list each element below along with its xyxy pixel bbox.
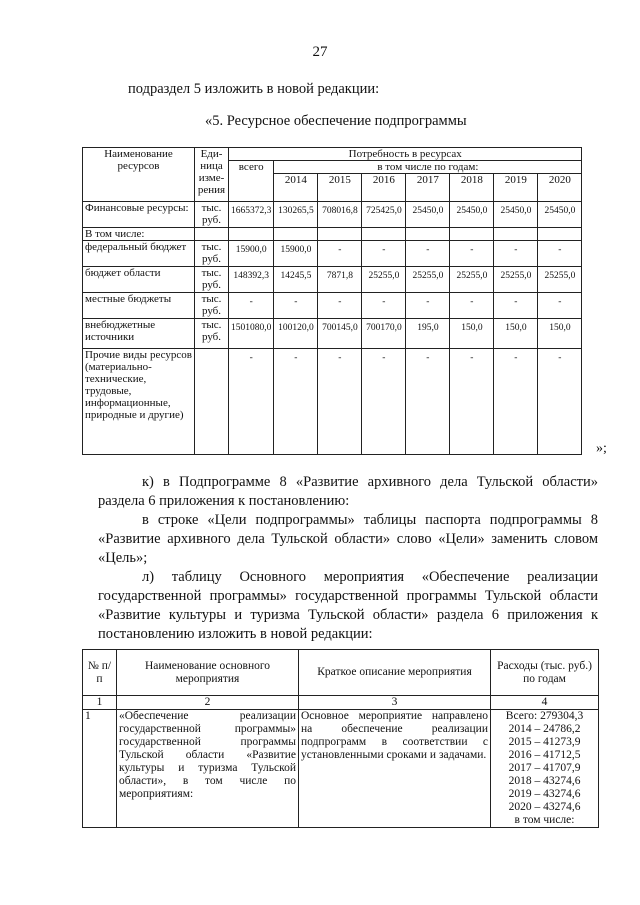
- resources-row-value: -: [538, 293, 582, 319]
- resources-row-value: -: [494, 349, 538, 455]
- resources-row-value: -: [406, 349, 450, 455]
- expense-year: 2017 – 41707,9: [508, 762, 581, 774]
- resources-row-value: 25450,0: [494, 202, 538, 228]
- resources-row-value: 100120,0: [274, 319, 318, 349]
- events-row-desc: Основное мероприятие направлено на обеспечение реализации подпрограмм в соответствии с установленными сроками и задачами.: [299, 710, 491, 828]
- resources-header-unit: Еди-ница изме-рения: [195, 148, 229, 202]
- resources-row-value: 25450,0: [450, 202, 494, 228]
- resources-row-value: 25255,0: [450, 267, 494, 293]
- resources-row-total: 148392,3: [229, 267, 274, 293]
- resources-row-value: -: [538, 241, 582, 267]
- resources-row-total: -: [229, 293, 274, 319]
- resources-year-header: 2018: [450, 174, 494, 202]
- resources-row-value: -: [274, 349, 318, 455]
- resources-year-header: 2016: [362, 174, 406, 202]
- resources-row-value: 150,0: [494, 319, 538, 349]
- resources-row-value: 195,0: [406, 319, 450, 349]
- resources-row-value: 15900,0: [274, 241, 318, 267]
- resources-row-value: 150,0: [450, 319, 494, 349]
- paragraph-k: к) в Подпрограмме 8 «Развитие архивного дела Тульской области» раздела 6 приложения к постановлению:: [98, 474, 598, 509]
- resources-row-value: -: [362, 293, 406, 319]
- expense-year: 2014 – 24786,2: [508, 723, 581, 735]
- resources-row-value: 725425,0: [362, 202, 406, 228]
- resources-row-name: Финансовые ресурсы:: [83, 202, 195, 228]
- resources-row-value: -: [318, 349, 362, 455]
- resources-row: [83, 319, 582, 349]
- resources-row-value: 150,0: [538, 319, 582, 349]
- resources-row-value: 25255,0: [406, 267, 450, 293]
- events-row-name: «Обеспечение реализации государственной программы» государственной программы Тульской области «Развитие культуры и туризма Тульской области», в том числе по мероприятиям:: [117, 710, 299, 828]
- resources-header-total: всего: [229, 161, 274, 202]
- resources-row-name: местные бюджеты: [83, 293, 195, 319]
- events-table: [82, 649, 599, 828]
- resources-row-value: 7871,8: [318, 267, 362, 293]
- resources-row: [83, 267, 582, 293]
- events-colnum: 1: [83, 696, 117, 710]
- page-number: 27: [312, 44, 328, 60]
- events-row-expenses: [491, 710, 599, 828]
- resources-row-total: -: [229, 349, 274, 455]
- resources-row-value: 25255,0: [362, 267, 406, 293]
- resources-year-header: 2020: [538, 174, 582, 202]
- resources-header-name: Наименование ресурсов: [83, 148, 195, 202]
- resources-row-name: В том числе:: [83, 228, 195, 241]
- resources-year-header: 2017: [406, 174, 450, 202]
- resources-row-value: -: [362, 349, 406, 455]
- resources-row: [83, 349, 582, 455]
- resources-row-value: -: [362, 241, 406, 267]
- events-row-num: 1: [83, 710, 117, 828]
- resources-row-unit: тыс. руб.: [195, 267, 229, 293]
- events-header-expenses: Расходы (тыс. руб.) по годам: [491, 650, 599, 696]
- resources-header-incl-years: в том числе по годам:: [274, 161, 582, 174]
- resources-row-value: -: [274, 293, 318, 319]
- expense-year: 2018 – 43274,6: [508, 775, 581, 787]
- events-header-num: № п/п: [83, 650, 117, 696]
- resources-row-name: Прочие виды ресурсов (материально-технические, трудовые, информационные, природные и другие): [83, 349, 195, 455]
- resources-row-value: 25450,0: [406, 202, 450, 228]
- resources-row-name: внебюджетные источники: [83, 319, 195, 349]
- resources-row-unit: тыс. руб.: [195, 293, 229, 319]
- resources-year-header: 2014: [274, 174, 318, 202]
- expense-year: 2016 – 41712,5: [508, 749, 581, 761]
- resources-row-unit: тыс. руб.: [195, 202, 229, 228]
- resources-row-total: 1501080,0: [229, 319, 274, 349]
- paragraph-goals: в строке «Цели подпрограммы» таблицы паспорта подпрограммы 8 «Развитие архивного дела Тульской области» слово «Цели» заменить словом «Цель»;: [98, 512, 598, 566]
- events-header-name: Наименование основного мероприятия: [117, 650, 299, 696]
- table-close-mark: »;: [596, 441, 607, 456]
- paragraph-l: л) таблицу Основного мероприятия «Обеспечение реализации государственной программы» государственной программы Тульской области «Развитие культуры и туризма Тульской области» раздела 6 приложения к постановлению изложить в новой редакции:: [98, 569, 598, 642]
- resources-row: [83, 293, 582, 319]
- resources-row-value: -: [318, 293, 362, 319]
- events-colnum: 2: [117, 696, 299, 710]
- resources-row-name: федеральный бюджет: [83, 241, 195, 267]
- section-heading: «5. Ресурсное обеспечение подпрограммы: [205, 113, 467, 129]
- events-colnum: 4: [491, 696, 599, 710]
- resources-row: [83, 228, 582, 241]
- resources-row-value: -: [538, 349, 582, 455]
- resources-row-unit: тыс. руб.: [195, 319, 229, 349]
- resources-row-value: -: [450, 241, 494, 267]
- events-colnum: 3: [299, 696, 491, 710]
- resources-row-unit: тыс. руб.: [195, 241, 229, 267]
- resources-row-name: бюджет области: [83, 267, 195, 293]
- resources-row-value: -: [494, 241, 538, 267]
- resources-year-header: 2015: [318, 174, 362, 202]
- resources-row-value: 700145,0: [318, 319, 362, 349]
- intro-line: подраздел 5 изложить в новой редакции:: [128, 81, 380, 97]
- resources-header-need: Потребность в ресурсах: [229, 148, 582, 161]
- expense-year: 2015 – 41273,9: [508, 736, 581, 748]
- resources-table: [82, 147, 582, 455]
- events-row: [83, 710, 599, 828]
- resources-row-value: -: [450, 293, 494, 319]
- resources-row-unit: [195, 349, 229, 455]
- expense-total: Всего: 279304,3: [505, 710, 584, 722]
- resources-row-value: 700170,0: [362, 319, 406, 349]
- resources-row-value: 708016,8: [318, 202, 362, 228]
- resources-year-header: 2019: [494, 174, 538, 202]
- resources-row-total: 1665372,3: [229, 202, 274, 228]
- resources-row-value: 14245,5: [274, 267, 318, 293]
- resources-row-total: 15900,0: [229, 241, 274, 267]
- resources-row-value: -: [406, 293, 450, 319]
- resources-row-value: 25255,0: [538, 267, 582, 293]
- expense-including: в том числе:: [514, 814, 575, 826]
- resources-row-value: 25255,0: [494, 267, 538, 293]
- resources-row-value: -: [450, 349, 494, 455]
- resources-row-value: -: [318, 241, 362, 267]
- resources-row-value: -: [494, 293, 538, 319]
- resources-row: [83, 202, 582, 228]
- resources-row-value: -: [406, 241, 450, 267]
- expense-year: 2020 – 43274,6: [508, 801, 581, 813]
- resources-row-value: 25450,0: [538, 202, 582, 228]
- events-header-desc: Краткое описание мероприятия: [299, 650, 491, 696]
- resources-row-value: 130265,5: [274, 202, 318, 228]
- resources-row: [83, 241, 582, 267]
- expense-year: 2019 – 43274,6: [508, 788, 581, 800]
